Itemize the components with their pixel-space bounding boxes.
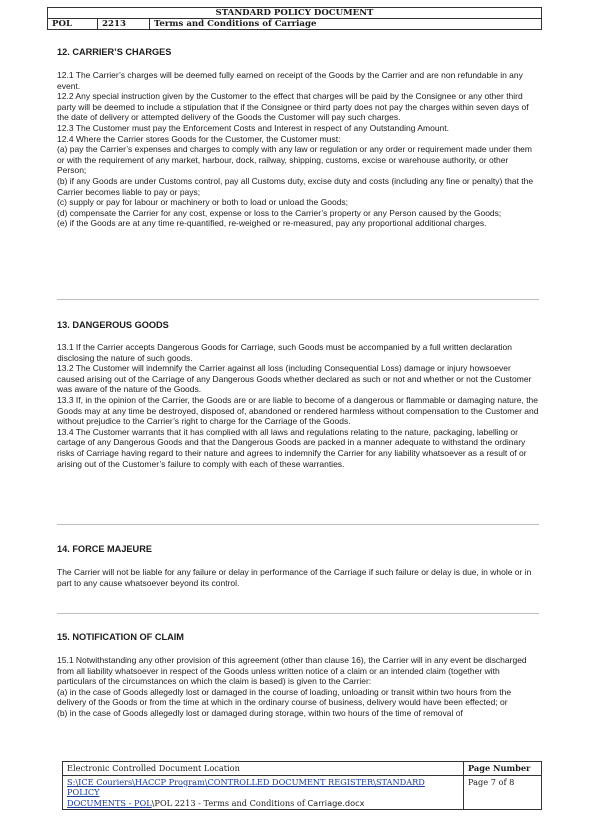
paragraph: 13.2 The Customer will indemnify the Carrier against all loss (including Consequential Loss) damage or injury howsoever caused arising out of the Carriage of any Dangerous Goods whether declared as such or not and whether or not the Customer was aware of the nature of the Goods. [57, 363, 532, 395]
paragraph: (c) supply or pay for labour or machinery or both to load or unload the Goods; [57, 197, 349, 208]
section-12 [57, 46, 539, 229]
paragraph: 13.4 The Customer warrants that it has complied with all laws and regulations relating to the nature, packaging, labelling or cartage of any Dangerous Goods and that the Dangerous Goods are packed in a manner adequate to withstand the ordinary risks of Carriage having regard to their nature and agrees to indemnify the Carrier for any liability whatsoever as a result of or arising out of the Customer’s failure to comply with each of these warranties. [57, 426, 527, 469]
section-divider [57, 524, 539, 525]
footer-location-label: Electronic Controlled Document Location [63, 762, 464, 776]
header-number: 2213 [98, 19, 150, 30]
paragraph: 12.1 The Carrier’s charges will be deemed fully earned on receipt of the Goods by the Carrier and are non refundable in any event. [57, 70, 523, 91]
header-title: STANDARD POLICY DOCUMENT [48, 8, 542, 19]
section-13 [57, 319, 539, 469]
footer-document-path [63, 775, 464, 810]
document-path-text: \POL 2213 - Terms and Conditions of [151, 797, 308, 808]
footer-page-number: Page 7 of 8 [464, 775, 542, 810]
section-heading: 14. FORCE MAJEURE [57, 544, 152, 554]
paragraph: 12.4 Where the Carrier stores Goods for the Customer, the Customer must: [57, 133, 341, 144]
paragraph: 13.3 If, in the opinion of the Carrier, the Goods are or are liable to become of a dangerous or flammable or damaging nature, the Goods may at any time be destroyed, disposed of, abandoned or rendered harmless without compensation to the Customer and without prejudice to the Carrier’s right to charge for the Carriage of the Goods. [57, 394, 539, 427]
paragraph: (d) compensate the Carrier for any cost, expense or loss to the Carrier’s property or any Person caused by the Goods; [57, 207, 502, 218]
paragraph: (b) if any Goods are under Customs control, pay all Customs duty, excise duty and costs (including any fine or penalty) that the Carrier becomes liable to pay or pays; [57, 175, 534, 197]
paragraph: 15.1 Notwithstanding any other provision of this agreement (other than clause 16), the Carrier will in any event be discharged from all liability whatsoever in respect of the Goods unless written notice of a claim or an intended claim (together with particulars of the circumstances on which the claim is based) is given to the Carrier: [57, 655, 527, 687]
document-path-link[interactable]: S:\ICE Couriers\HACCP Program\CONTROLLED DOCUMENT REGISTER\STANDARD POLICY [67, 776, 425, 797]
header-name: Terms and Conditions of Carriage [150, 19, 542, 30]
paragraph: 13.1 If the Carrier accepts Dangerous Goods for Carriage, such Goods must be accompanied by a full written declaration disclosing the nature of such goods. [57, 342, 512, 363]
section-heading: 13. DANGEROUS GOODS [57, 320, 169, 330]
paragraph: (a) pay the Carrier’s expenses and charges to comply with any law or regulation or any order or requirement made under them or with the requirement of any market, harbour, dock, railway, shipping, customs, excise or warehouse authority, or other Person; [57, 144, 532, 176]
paragraph: (e) if the Goods are at any time re-quantified, re-weighed or re-measured, pay any proportional additional charges. [57, 218, 487, 229]
paragraph: The Carrier will not be liable for any failure or delay in performance of the Carriage if such failure or delay is due, in whole or in part to any cause whatsoever beyond its control. [57, 567, 532, 588]
document-footer [62, 761, 542, 810]
section-15 [57, 631, 539, 719]
document-filename: Carriage.docx [307, 797, 365, 808]
section-heading: 12. CARRIER’S CHARGES [57, 47, 172, 57]
document-header [47, 7, 542, 30]
document-path-link-continued[interactable]: DOCUMENTS - POL [67, 797, 152, 808]
header-code: POL [48, 19, 98, 30]
section-divider [57, 299, 539, 300]
paragraph: 12.2 Any special instruction given by the Customer to the effect that charges will be paid by the Consignee or any other third party will be deemed to include a stipulation that if the Consignee or third party does not pay the charges within seven days of the date of delivery or attempted delivery of the Goods the Customer will pay such charges. [57, 91, 529, 123]
section-14 [57, 543, 539, 588]
section-divider [57, 613, 539, 614]
paragraph: (a) in the case of Goods allegedly lost or damaged in the course of loading, unloading or transit within two hours from the delivery of the Goods or from the time at which in the ordinary course of business, delivery would have been effected; or [57, 686, 512, 708]
section-heading: 15. NOTIFICATION OF CLAIM [57, 632, 184, 642]
paragraph: (b) in the case of Goods allegedly lost or damaged during storage, within two hours of the time of removal of [57, 707, 463, 718]
paragraph: 12.3 The Customer must pay the Enforcement Costs and Interest in respect of any Outstanding Amount. [57, 122, 449, 133]
footer-page-label: Page Number [464, 762, 542, 776]
